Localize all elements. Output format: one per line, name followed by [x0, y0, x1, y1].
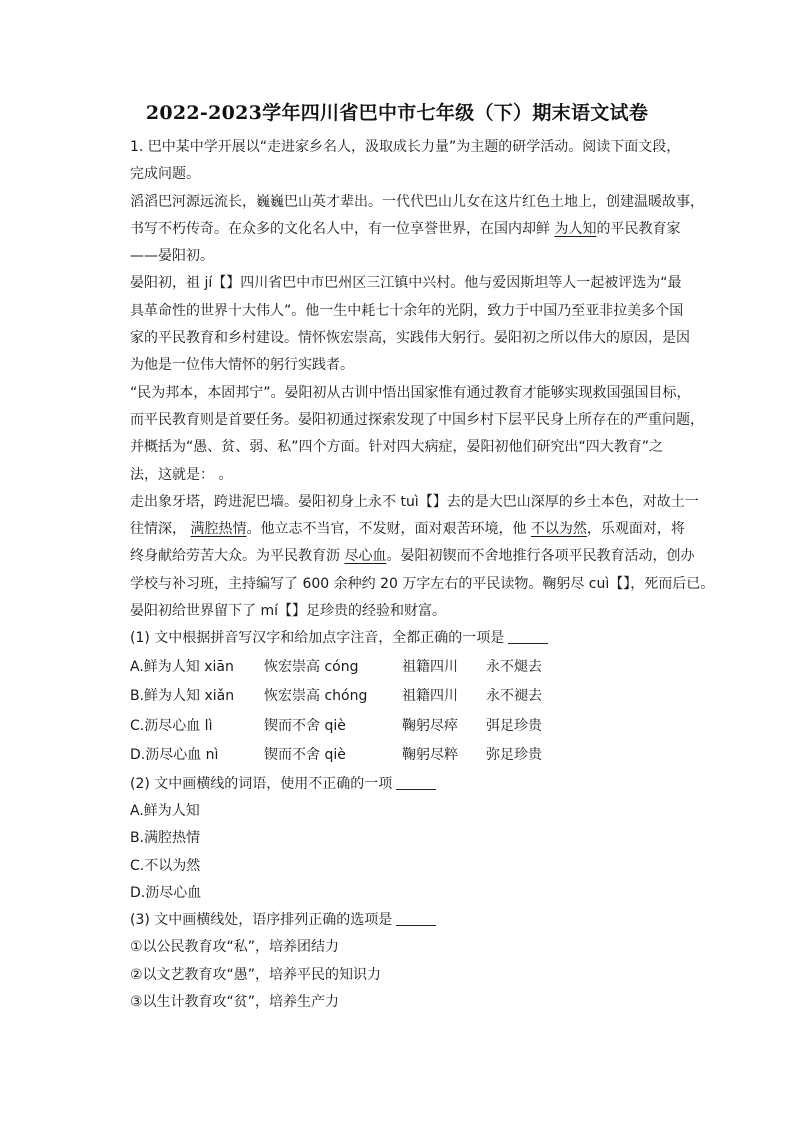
option-row-a[interactable]	[130, 653, 700, 683]
option-cell: 永不煺去	[486, 658, 542, 675]
option-row-c[interactable]	[130, 712, 700, 742]
q1-intro-line: 完成问题。	[130, 166, 200, 183]
text-span: (2) 文中画横线的词语，使用不正确的一项	[130, 775, 393, 792]
passage-paragraph-line: 晏阳初，祖 jí【】四川省巴中市巴州区三江镇中兴村。他与爱因斯坦等人一起被评选为“最	[130, 275, 682, 292]
passage-paragraph-line: “民为邦本，本固邦宁”。晏阳初从古训中悟出国家惟有通过教育才能够实现救国强国目标，	[130, 384, 691, 401]
passage-paragraph-line: 家的平民教育和乡村建设。情怀恢宏崇高，实践伟大躬行。晏阳初之所以伟大的原因，是因	[130, 330, 690, 347]
text-span: (3) 文中画横线处，语序排列正确的选项是	[130, 912, 393, 929]
option-cell: 弥足珍贵	[486, 747, 542, 764]
underlined-phrase: 为人知	[554, 220, 597, 237]
option-cell: 锲而不舍 qiè	[264, 717, 346, 734]
text-span: 。他立志不当官，不发财，面对艰苦环境，他	[246, 521, 531, 538]
underlined-phrase: 不以为然	[530, 521, 587, 538]
option-d[interactable]: D.沥尽心血	[130, 884, 202, 901]
underlined-phrase: 满腔热情	[190, 521, 247, 538]
passage-paragraph-line: 学校与补习班，主持编写了 600 余种约 20 万字左右的平民读物。鞠躬尽 cuì【】，死而后已。	[130, 575, 715, 592]
passage-paragraph-line	[130, 543, 700, 570]
answer-blank[interactable]	[396, 775, 436, 790]
option-cell: 弭足珍贵	[486, 717, 542, 734]
option-cell: 恢宏崇高 chóng	[264, 688, 368, 705]
sub-question-2-stem	[130, 771, 700, 798]
sub-question-1-stem	[130, 625, 700, 652]
text-span: 往情深，	[130, 521, 191, 538]
text-span: 终身献给劳苦大众。为平民教育沥	[130, 548, 345, 565]
option-row-b[interactable]	[130, 682, 700, 712]
text-span: 的平民教育家	[596, 220, 681, 237]
text-span: 书写不朽传奇。在众多的文化名人中，有一位享誉世界，在国内却鲜	[130, 220, 555, 237]
passage-paragraph-line: 具革命性的世界十大伟人”。他一生中耗七十余年的光阴，致力于中国乃至亚非拉美多个国	[130, 302, 684, 319]
passage-paragraph-line	[130, 216, 700, 243]
passage-paragraph-line: 并概括为“愚、贫、弱、私”四个方面。针对四大病症，晏阳初他们研究出“四大教育”之	[130, 439, 664, 456]
option-cell: 锲而不舍 qiè	[264, 747, 346, 764]
sub-question-3-stem	[130, 907, 700, 934]
sentence-item: ①以公民教育攻“私”，培养团结力	[130, 939, 340, 956]
underlined-phrase: 尽心血	[344, 548, 387, 565]
passage-paragraph-line: 走出象牙塔，跨进泥巴墙。晏阳初身上永不 tuì【】去的是大巴山深厚的乡土本色，对故土一	[130, 493, 699, 510]
question-1	[130, 134, 715, 1016]
text-span: (1) 文中根据拼音写汉字和给加点字注音，全都正确的一项是	[130, 630, 505, 647]
option-row-d[interactable]	[130, 741, 700, 771]
option-cell: 永不褪去	[486, 688, 542, 705]
text-span: 。晏阳初锲而不舍地推行各项平民教育活动，创办	[386, 548, 695, 565]
passage-paragraph-line: ——晏阳初。	[130, 248, 214, 265]
answer-blank[interactable]	[396, 911, 436, 926]
option-cell: 鞠躬尽粹	[402, 747, 458, 764]
option-a[interactable]: A.鲜为人知	[130, 802, 200, 819]
option-cell: A.鲜为人知 xiān	[130, 658, 234, 675]
passage-paragraph-line: 而平民教育则是首要任务。晏阳初通过探索发现了中国乡村下层平民身上所存在的严重问题，	[130, 411, 704, 428]
passage-paragraph-line: 晏阳初给世界留下了 mí【】足珍贵的经验和财富。	[130, 603, 446, 620]
option-cell: D.沥尽心血 nì	[130, 747, 219, 764]
passage-paragraph-line	[130, 516, 700, 543]
passage-paragraph-line: 滔滔巴河源远流长，巍巍巴山英才辈出。一代代巴山儿女在这片红色土地上，创建温暖故事，	[130, 193, 704, 210]
option-b[interactable]: B.满腔热情	[130, 830, 201, 847]
passage-paragraph-line: 法，这就是： 。	[130, 466, 233, 483]
q1-intro-line: 1. 巴中某中学开展以“走进家乡名人，汲取成长力量”为主题的研学活动。阅读下面文段，	[130, 139, 681, 155]
option-cell: 祖籍四川	[402, 688, 458, 705]
option-cell: C.沥尽心血 lì	[130, 717, 213, 734]
option-cell: 恢宏崇高 cóng	[264, 658, 359, 675]
passage-paragraph-line: 为他是一位伟大情怀的躬行实践者。	[130, 357, 354, 374]
text-span: ，乐观面对，将	[586, 521, 685, 538]
option-cell: 祖籍四川	[402, 658, 458, 675]
option-cell: 鞠躬尽瘁	[402, 717, 458, 734]
option-c[interactable]: C.不以为然	[130, 857, 201, 874]
page-title: 2022-2023学年四川省巴中市七年级（下）期末语文试卷	[145, 102, 649, 124]
sentence-item: ②以文艺教育攻“愚”，培养平民的知识力	[130, 966, 382, 983]
answer-blank[interactable]	[508, 629, 548, 644]
sentence-item: ③以生计教育攻“贫”，培养生产力	[130, 994, 340, 1011]
option-cell: B.鲜为人知 xiǎn	[130, 688, 235, 705]
